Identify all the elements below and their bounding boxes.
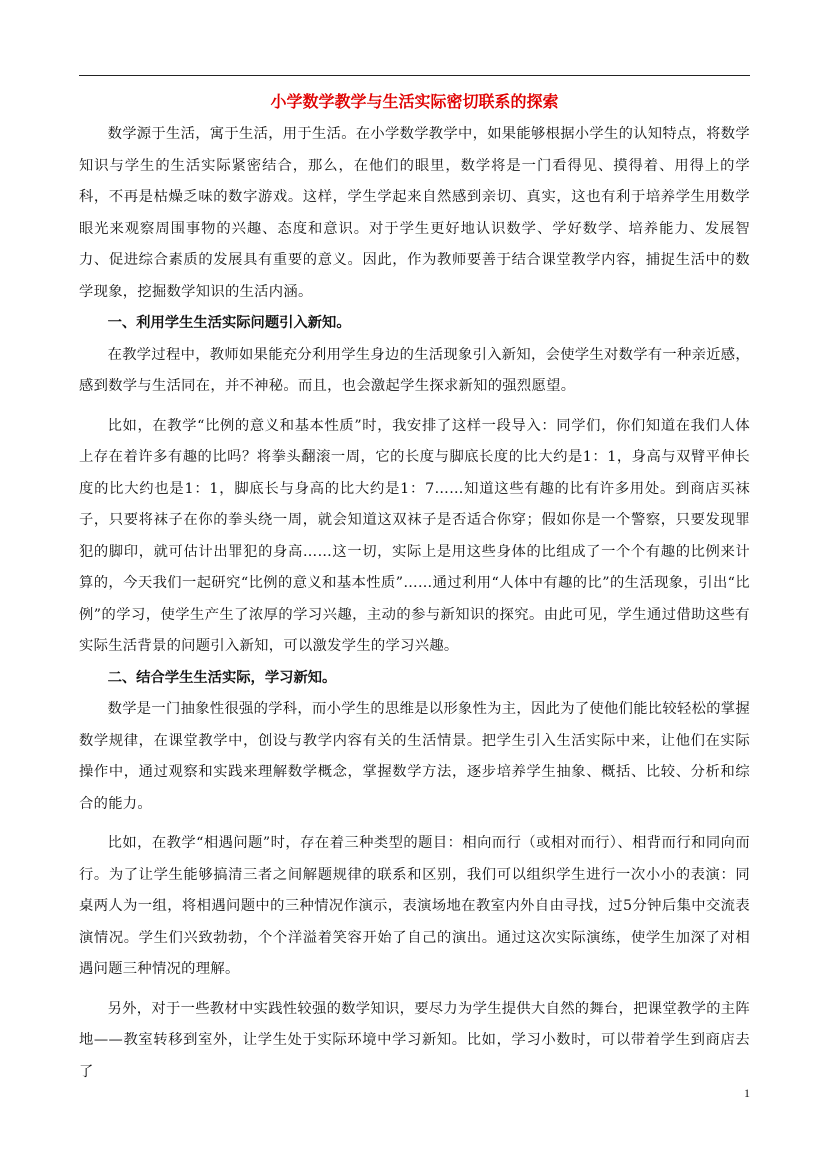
page-number: 1 [744,1086,750,1100]
section-2-paragraph-2: 比如，在教学“相遇问题”时，存在着三种类型的题目：相向而行（或相对而行）、相背而行和同向而行。为了让学生能够搞清三者之间解题规律的联系和区别，我们可以组织学生进行一次小小的表演：同桌两人为一组，将相遇问题中的三种情况作演示，表演场地在教室内外自由寻找，过5分钟后集中交流表演情况。学生们兴致勃勃，个个洋溢着笑容开始了自己的演出。通过这次实际演练，使学生加深了对相遇问题三种情况的理解。 [79,835,750,977]
section-1-paragraph-1: 在教学过程中，教师如果能充分利用学生身边的生活现象引入新知，会使学生对数学有一种亲近感，感到数学与生活同在，并不神秘。而且，也会激起学生探求新知的强烈愿望。 [79,346,750,394]
page-content [79,89,750,1088]
section-2-heading: 二、结合学生生活实际，学习新知。 [107,669,337,686]
section-1-heading: 一、利用学生生活实际问题引入新知。 [107,315,351,331]
section-2-paragraph-3: 另外，对于一些教材中实践性较强的数学知识，要尽力为学生提供大自然的舞台，把课堂教学的主阵地——教室转移到室外，让学生处于实际环境中学习新知。比如，学习小数时，可以带着学生到商店去了 [79,1000,750,1080]
section-2-paragraph-1: 数学是一门抽象性很强的学科，而小学生的思维是以形象性为主，因此为了使他们能比较轻松的掌握数学规律，在课堂教学中，创设与教学内容有关的生活情景。把学生引入生活实际中来，让他们在实际操作中，通过观察和实践来理解数学概念，掌握数学方法，逐步培养学生抽象、概括、比较、分析和综合的能力。 [79,701,750,812]
section-1-paragraph-2: 比如，在教学“比例的意义和基本性质”时，我安排了这样一段导入：同学们，你们知道在我们人体上存在着许多有趣的比吗？将拳头翻滚一周，它的长度与脚底长度的比大约是1：1，身高与双臂平伸长度的比大约也是1：1，脚底长与身高的比大约是1：7……知道这些有趣的比有许多用处。到商店买袜子，只要将袜子在你的拳头绕一周，就会知道这双袜子是否适合你穿；假如你是一个警察，只要发现罪犯的脚印，就可估计出罪犯的身高……这一切，实际上是用这些身体的比组成了一个个有趣的比例来计算的，今天我们一起研究“比例的意义和基本性质”……通过利用“人体中有趣的比”的生活现象，引出“比例”的学习，使学生产生了浓厚的学习兴趣，主动的参与新知识的探究。由此可见，学生通过借助这些有实际生活背景的问题引入新知，可以激发学生的学习兴趣。 [79,417,750,654]
header-rule [79,75,750,76]
document-title: 小学数学教学与生活实际密切联系的探索 [270,92,559,111]
intro-paragraph: 数学源于生活，寓于生活，用于生活。在小学数学教学中，如果能够根据小学生的认知特点，将数学知识与学生的生活实际紧密结合，那么，在他们的眼里，数学将是一门看得见、摸得着、用得上的学科，不再是枯燥乏味的数字游戏。这样，学生学起来自然感到亲切、真实，这也有利于培养学生用数学眼光来观察周围事物的兴趣、态度和意识。对于学生更好地认识数学、学好数学、培养能力、发展智力、促进综合素质的发展具有重要的意义。因此，作为教师要善于结合课堂教学内容，捕捉生活中的数学现象，挖掘数学知识的生活内涵。 [79,126,750,300]
